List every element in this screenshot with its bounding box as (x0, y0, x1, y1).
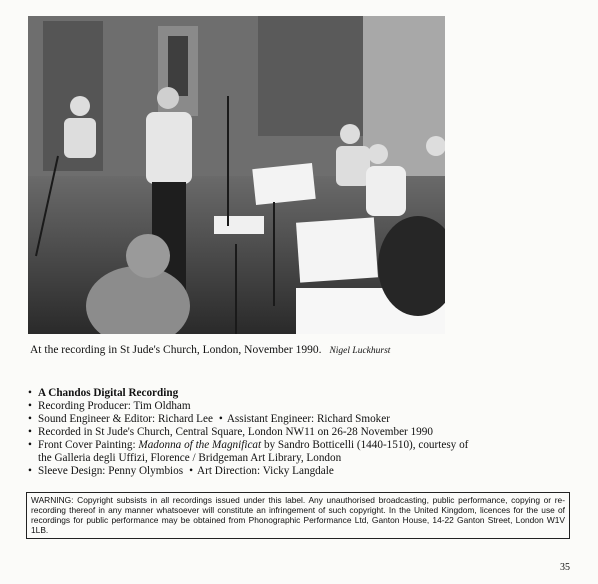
credit-item-chandos (28, 387, 568, 400)
photo-credit: Nigel Luckhurst (329, 346, 391, 356)
credit-assistant-engineer: Assistant Engineer: Richard Smoker (226, 413, 390, 425)
recording-session-photo (28, 16, 445, 334)
recording-credits-list (28, 387, 568, 478)
photo-caption (30, 344, 390, 356)
credit-recorded-location: Recorded in St Jude's Church, Central Square, London NW11 on 26-28 November 1990 (38, 426, 433, 438)
bullet-separator: • (189, 465, 194, 477)
bullet-separator: • (218, 413, 223, 425)
credit-item-cover (28, 439, 568, 465)
credit-cover-title: Madonna of the Magnificat (138, 439, 262, 451)
page-number: 35 (560, 562, 570, 573)
credit-producer: Recording Producer: Tim Oldham (38, 400, 191, 412)
credit-item-engineers (28, 413, 568, 426)
credit-item-design (28, 465, 568, 478)
caption-text: At the recording in St Jude's Church, London, November 1990. (30, 344, 322, 356)
credit-cover-continuation: the Galleria degli Uffizi, Florence / Bridgeman Art Library, London (38, 452, 342, 464)
credit-sound-engineer: Sound Engineer & Editor: Richard Lee (38, 413, 213, 425)
credit-chandos-label: A Chandos Digital Recording (38, 387, 179, 399)
credit-item-recorded (28, 426, 568, 439)
credit-cover-prefix: Front Cover Painting: (38, 439, 139, 451)
photo-illustration (28, 16, 445, 334)
credit-art-direction: Art Direction: Vicky Langdale (197, 465, 334, 477)
copyright-warning: WARNING: Copyright subsists in all recordings issued under this label. Any unauthorised broadcasting, public performance, copying or re-recording thereof in any manner whatsoever will constitute an infringement of such copyright. In the United Kingdom, licences for the use of recordings for public performance may be obtained from Phonographic Performance Ltd, Ganton House, 14-22 Ganton Street, London W1V 1LB. (26, 492, 570, 539)
credit-item-producer (28, 400, 568, 413)
credit-cover-suffix: by Sandro Botticelli (1440-1510), courtesy of (261, 439, 469, 451)
credit-sleeve-design: Sleeve Design: Penny Olymbios (38, 465, 184, 477)
